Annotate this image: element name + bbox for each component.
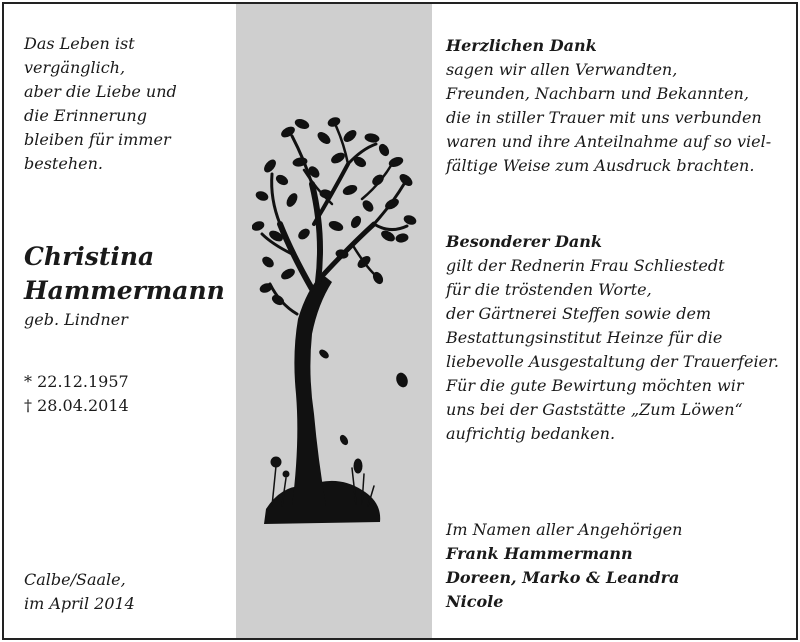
signature-name: Nicole: [446, 592, 504, 611]
maiden-name: geb. Lindner: [24, 310, 128, 329]
place-date-block: [24, 568, 232, 616]
special-thanks-line: Bestattungsinstitut Heinze für die: [446, 328, 723, 347]
quote-line: bleiben für immer: [24, 130, 171, 149]
special-thanks-line: liebevolle Ausgestaltung der Trauerfeier.: [446, 352, 779, 371]
thanks-line: Freunden, Nachbarn und Bekannten,: [446, 84, 749, 103]
birth-date: * 22.12.1957: [24, 372, 129, 391]
thanks-line: fältige Weise zum Ausdruck brachten.: [446, 156, 755, 175]
thanks-line: waren und ihre Anteilnahme auf so viel-: [446, 132, 772, 151]
dates-block: [24, 370, 232, 418]
signature-name: Doreen, Marko & Leandra: [446, 568, 680, 587]
quote-block: [24, 32, 232, 176]
special-thanks-line: der Gärtnerei Steffen sowie dem: [446, 304, 712, 323]
signature-name: Frank Hammermann: [446, 544, 633, 563]
signature-block: [446, 518, 790, 614]
tree-illustration: [252, 114, 418, 532]
quote-line: Das Leben ist: [24, 34, 135, 53]
thanks-heading: Herzlichen Dank: [446, 36, 597, 55]
deceased-last-name: Hammermann: [24, 276, 225, 305]
quote-line: aber die Liebe und: [24, 82, 177, 101]
obituary-card: [2, 2, 798, 640]
quote-line: vergänglich,: [24, 58, 126, 77]
quote-line: die Erinnerung: [24, 106, 147, 125]
special-thanks-line: Für die gute Bewirtung möchten wir: [446, 376, 744, 395]
special-thanks-line: aufrichtig bedanken.: [446, 424, 616, 443]
place-line: Calbe/Saale,: [24, 570, 126, 589]
signature-intro: Im Namen aller Angehörigen: [446, 520, 683, 539]
thanks-block: [446, 34, 790, 178]
special-thanks-line: uns bei der Gaststätte „Zum Löwen“: [446, 400, 743, 419]
special-thanks-heading: Besonderer Dank: [446, 232, 602, 251]
date-line: im April 2014: [24, 594, 135, 613]
special-thanks-line: für die tröstenden Worte,: [446, 280, 652, 299]
death-date: † 28.04.2014: [24, 396, 129, 415]
quote-line: bestehen.: [24, 154, 103, 173]
deceased-first-name: Christina: [24, 242, 155, 271]
special-thanks-line: gilt der Rednerin Frau Schliestedt: [446, 256, 725, 275]
thanks-line: die in stiller Trauer mit uns verbunden: [446, 108, 762, 127]
deceased-name-block: [24, 240, 232, 332]
thanks-line: sagen wir allen Verwandten,: [446, 60, 678, 79]
special-thanks-block: [446, 230, 790, 446]
